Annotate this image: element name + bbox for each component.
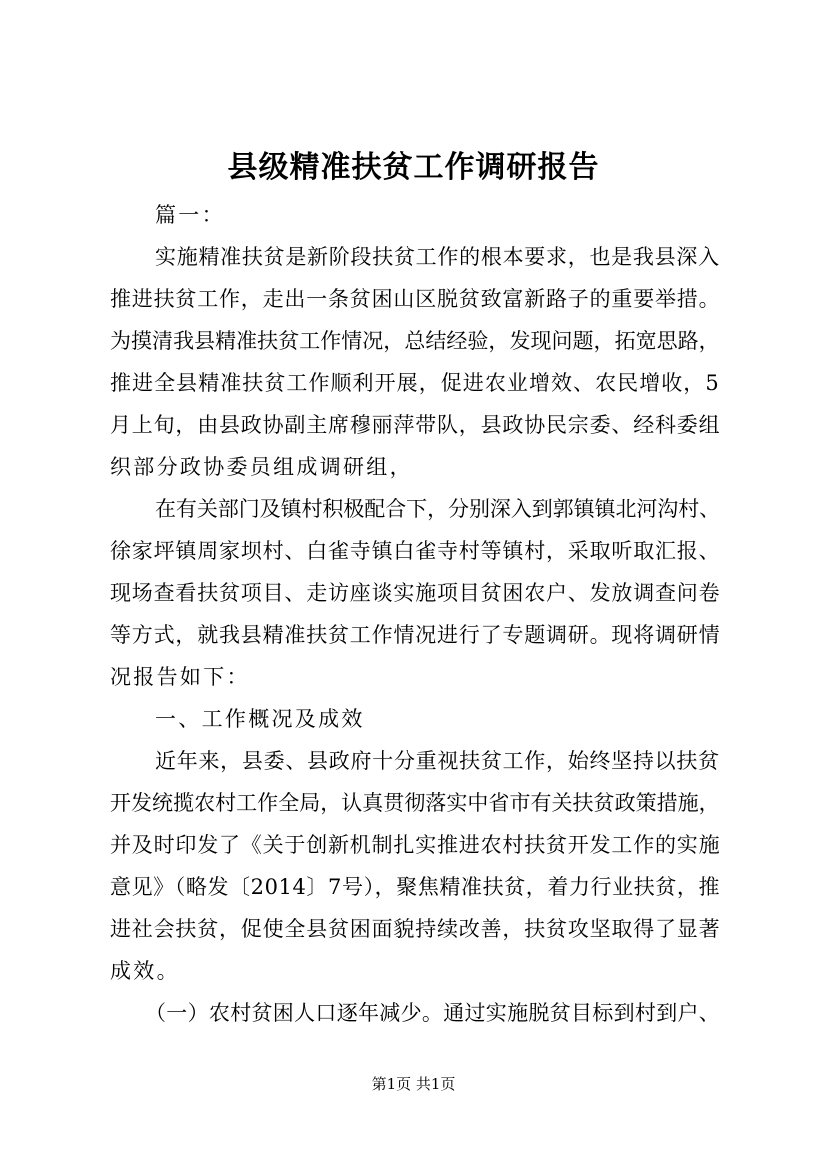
paragraph-line: 等方式，就我县精准扶贫工作情况进行了专题调研。现将调研情 <box>110 623 721 647</box>
paragraph-line: 在有关部门及镇村积极配合下，分别深入到郭镇镇北河沟村、 <box>155 497 721 521</box>
paragraph-line: 成效。 <box>110 959 180 983</box>
paragraph-line: 实施精准扶贫是新阶段扶贫工作的根本要求，也是我县深入 <box>155 245 720 269</box>
paragraph-line: 并及时印发了《关于创新机制扎实推进农村扶贫开发工作的实施 <box>110 833 721 857</box>
subsection-heading: （一）农村贫困人口逐年减少。通过实施脱贫目标到村到户、 <box>145 1001 721 1025</box>
page-footer: 第1页 共1页 <box>371 1075 456 1093</box>
paragraph-line: 进社会扶贫，促使全县贫困面貌持续改善，扶贫攻坚取得了显著 <box>110 917 721 941</box>
paragraph-line: 况报告如下： <box>110 665 250 689</box>
document-title: 县级精准扶贫工作调研报告 <box>227 150 600 185</box>
section-heading: 一、工作概况及成效 <box>155 707 365 731</box>
paragraph-line: 为摸清我县精准扶贫工作情况，总结经验，发现问题，拓宽思路， <box>110 329 720 353</box>
paragraph-line: 徐家坪镇周家坝村、白雀寺镇白雀寺村等镇村，采取听取汇报、 <box>110 539 721 563</box>
paragraph-line: 意见》（略发〔2014〕7号），聚焦精准扶贫，着力行业扶贫，推 <box>110 875 721 899</box>
paragraph-line: 织部分政协委员组成调研组， <box>110 455 413 479</box>
paragraph-line: 月上旬，由县政协副主席穆丽萍带队，县政协民宗委、经科委组 <box>110 413 721 437</box>
paragraph-line: 推进扶贫工作，走出一条贫困山区脱贫致富新路子的重要举措。 <box>110 287 721 311</box>
section-heading-part-one: 篇一： <box>155 203 225 227</box>
paragraph-line: 开发统揽农村工作全局，认真贯彻落实中省市有关扶贫政策措施， <box>110 791 720 815</box>
paragraph-line: 推进全县精准扶贫工作顺利开展，促进农业增效、农民增收，5 <box>110 371 720 395</box>
paragraph-line: 近年来，县委、县政府十分重视扶贫工作，始终坚持以扶贫 <box>155 749 720 773</box>
paragraph-line: 现场查看扶贫项目、走访座谈实施项目贫困农户、发放调查问卷 <box>110 581 721 605</box>
